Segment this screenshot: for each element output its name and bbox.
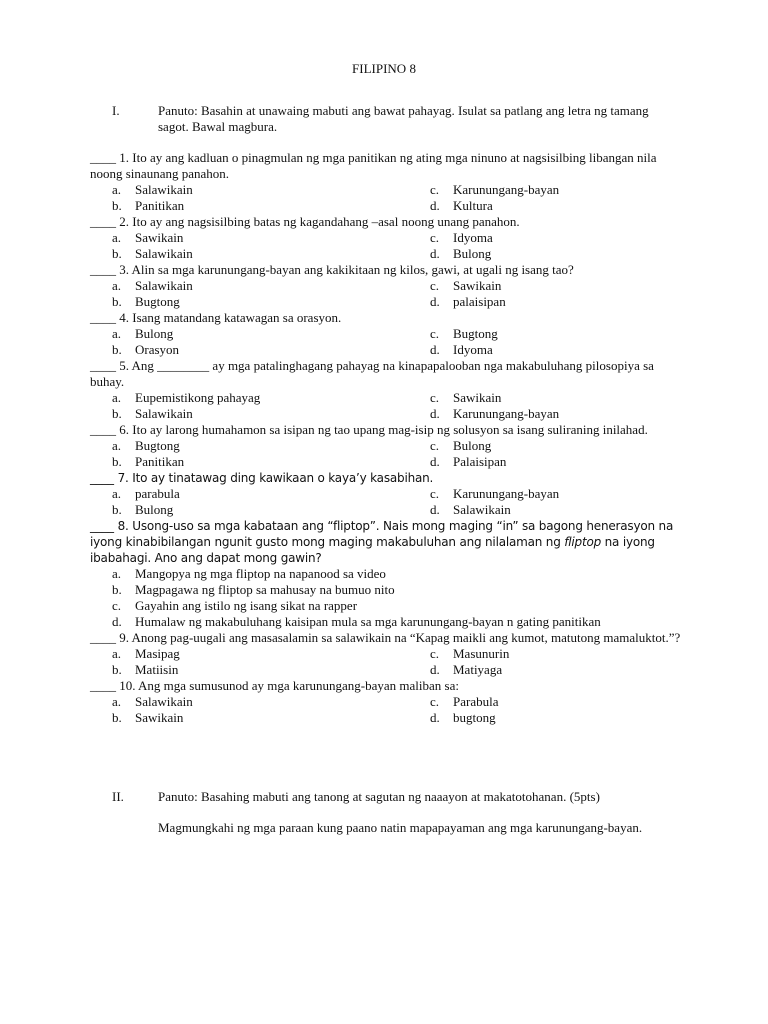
- choice-letter: d.: [430, 662, 440, 677]
- choice-letter: b.: [112, 294, 122, 309]
- choice-letter: c.: [430, 486, 440, 501]
- answer-blank[interactable]: ____: [90, 358, 116, 373]
- choice-item: [112, 710, 430, 726]
- question-prompt-part: na iyong ibabahagi. Ano ang dapat mong gawin?: [90, 535, 655, 565]
- choice-item: [430, 326, 690, 342]
- choice-text: Eupemistikong pahayag: [135, 390, 261, 405]
- question-text: [90, 470, 682, 486]
- choice-text: palaisipan: [453, 294, 506, 309]
- choice-text: Sawikain: [135, 710, 184, 725]
- question-text: [90, 422, 682, 438]
- answer-blank[interactable]: ____: [90, 630, 116, 645]
- question-text: [90, 678, 682, 694]
- choice-list: [112, 278, 682, 310]
- question-text: [90, 150, 682, 182]
- choice-list: [112, 486, 682, 518]
- choice-text: Orasyon: [135, 342, 180, 357]
- choice-text: Salawikain: [135, 278, 193, 293]
- answer-blank[interactable]: ____: [90, 214, 116, 229]
- question-list: [90, 150, 682, 726]
- part1-instruction: Panuto: Basahin at unawaing mabuti ang bawat pahayag. Isulat sa patlang ang letra ng tamang sagot. Bawal magbura.: [158, 103, 649, 134]
- choice-item: [430, 198, 690, 214]
- choice-letter: a.: [112, 486, 122, 501]
- choice-item: [112, 662, 430, 678]
- choice-list: [112, 390, 682, 422]
- choice-letter: a.: [112, 694, 122, 709]
- question-text: [90, 518, 682, 566]
- choice-letter: c.: [430, 694, 440, 709]
- choice-item: [430, 390, 690, 406]
- choice-text: Parabula: [453, 694, 499, 709]
- choice-text: Idyoma: [453, 342, 493, 357]
- choice-text: Bulong: [135, 326, 174, 341]
- question-prompt: 6. Ito ay larong humahamon sa isipan ng tao upang mag-isip ng solusyon sa isang suliraning inilahad.: [119, 422, 648, 437]
- question-item: [90, 630, 682, 678]
- choice-item: [112, 502, 430, 518]
- choice-item: [430, 406, 690, 422]
- choice-letter: c.: [430, 326, 440, 341]
- question-item: [90, 310, 682, 358]
- choice-item: [112, 582, 672, 598]
- choice-letter: a.: [112, 326, 122, 341]
- choice-text: Bugtong: [135, 438, 180, 453]
- choice-item: [430, 454, 690, 470]
- choice-text: Sawikain: [135, 230, 184, 245]
- question-item: [90, 262, 682, 310]
- question-item: [90, 470, 682, 518]
- question-item: [90, 518, 682, 630]
- choice-text: Panitikan: [135, 198, 185, 213]
- choice-letter: a.: [112, 646, 122, 661]
- choice-letter: c.: [430, 182, 440, 197]
- choice-list: [112, 230, 682, 262]
- choice-letter: b.: [112, 710, 122, 725]
- choice-letter: c.: [430, 230, 440, 245]
- choice-letter: a.: [112, 390, 122, 405]
- part1-header: [112, 103, 672, 135]
- choice-item: [430, 694, 690, 710]
- choice-text: Salawikain: [135, 182, 193, 197]
- choice-letter: c.: [430, 438, 440, 453]
- question-prompt: 1. Ito ay ang kadluan o pinagmulan ng mga panitikan ng ating mga ninuno at nagsisilbing libangan nila noong sinaunang panahon.: [90, 150, 657, 181]
- choice-letter: b.: [112, 582, 122, 597]
- choice-item: [430, 662, 690, 678]
- choice-text: Matiyaga: [453, 662, 503, 677]
- choice-letter: a.: [112, 566, 122, 581]
- choice-text: Salawikain: [135, 246, 193, 261]
- choice-item: [112, 438, 430, 454]
- choice-text: Kultura: [453, 198, 493, 213]
- choice-item: [430, 502, 690, 518]
- choice-text: Humalaw ng makabuluhang kaisipan mula sa mga karunungang-bayan n gating panitikan: [135, 614, 601, 629]
- choice-item: [112, 198, 430, 214]
- choice-text: Mangopya ng mga fliptop na napanood sa video: [135, 566, 386, 581]
- choice-letter: d.: [430, 246, 440, 261]
- answer-blank[interactable]: ____: [90, 262, 116, 277]
- choice-item: [112, 246, 430, 262]
- choice-item: [430, 438, 690, 454]
- choice-text: Salawikain: [453, 502, 511, 517]
- choice-letter: a.: [112, 230, 122, 245]
- question-prompt: 5. Ang ________ ay mga patalinghagang pahayag na kinapapalooban nga makabuluhang pilosopiya sa buhay.: [90, 358, 654, 389]
- choice-text: Karunungang-bayan: [453, 182, 560, 197]
- answer-blank[interactable]: ____: [90, 471, 114, 485]
- choice-item: [112, 694, 430, 710]
- question-prompt: 9. Anong pag-uugali ang masasalamin sa salawikain na “Kapag maikli ang kumot, matutong mamaluktot.”?: [119, 630, 681, 645]
- question-item: [90, 422, 682, 470]
- answer-blank[interactable]: ____: [90, 310, 116, 325]
- choice-letter: b.: [112, 246, 122, 261]
- choice-letter: d.: [430, 454, 440, 469]
- question-prompt-part: fliptop: [564, 535, 602, 549]
- choice-text: Idyoma: [453, 230, 493, 245]
- part1-numeral: I.: [112, 103, 120, 118]
- choice-item: [430, 342, 690, 358]
- choice-item: [112, 454, 430, 470]
- question-text: [90, 262, 682, 278]
- question-text: [90, 358, 682, 390]
- choice-text: Bugtong: [453, 326, 498, 341]
- choice-item: [430, 230, 690, 246]
- choice-letter: a.: [112, 278, 122, 293]
- choice-letter: a.: [112, 182, 122, 197]
- part2-task: Magmungkahi ng mga paraan kung paano natin mapapayaman ang mga karunungang-bayan.: [158, 820, 643, 835]
- choice-item: [112, 614, 672, 630]
- question-prompt: 2. Ito ay ang nagsisilbing batas ng kagandahang –asal noong unang panahon.: [119, 214, 520, 229]
- choice-text: Karunungang-bayan: [453, 486, 560, 501]
- choice-letter: d.: [430, 710, 440, 725]
- choice-letter: c.: [112, 598, 122, 613]
- question-item: [90, 678, 682, 726]
- choice-item: [112, 406, 430, 422]
- choice-text: Sawikain: [453, 390, 502, 405]
- choice-item: [430, 710, 690, 726]
- choice-text: Bulong: [453, 246, 492, 261]
- choice-text: Gayahin ang istilo ng isang sikat na rapper: [135, 598, 358, 613]
- question-text: [90, 214, 682, 230]
- choice-item: [112, 598, 672, 614]
- choice-text: Bugtong: [135, 294, 180, 309]
- choice-letter: d.: [112, 614, 122, 629]
- choice-letter: b.: [112, 454, 122, 469]
- question-text: [90, 310, 682, 326]
- choice-item: [112, 390, 430, 406]
- choice-text: Magpagawa ng fliptop sa mahusay na bumuo nito: [135, 582, 395, 597]
- choice-item: [112, 646, 430, 662]
- choice-text: Salawikain: [135, 406, 193, 421]
- answer-blank[interactable]: ____: [90, 422, 116, 437]
- choice-item: [112, 326, 430, 342]
- choice-letter: d.: [430, 198, 440, 213]
- question-item: [90, 214, 682, 262]
- part2-numeral: II.: [112, 789, 124, 804]
- choice-letter: b.: [112, 502, 122, 517]
- choice-list: [112, 566, 682, 630]
- choice-text: Masipag: [135, 646, 180, 661]
- choice-item: [430, 182, 690, 198]
- choice-letter: b.: [112, 342, 122, 357]
- choice-letter: d.: [430, 342, 440, 357]
- choice-text: Panitikan: [135, 454, 185, 469]
- choice-item: [430, 486, 690, 502]
- choice-item: [112, 342, 430, 358]
- choice-text: Karunungang-bayan: [453, 406, 560, 421]
- choice-list: [112, 326, 682, 358]
- choice-item: [112, 294, 430, 310]
- choice-text: parabula: [135, 486, 180, 501]
- choice-letter: b.: [112, 406, 122, 421]
- question-prompt-part: 8. Usong-uso sa mga kabataan ang “fliptop”. Nais mong maging “in” sa bagong henerasyon na iyong kinabibilangan ngunit gusto mong maging makabuluhan ang nilalaman ng: [90, 519, 674, 549]
- choice-item: [430, 246, 690, 262]
- choice-letter: c.: [430, 390, 440, 405]
- part2-header: [112, 789, 672, 805]
- choice-item: [112, 566, 672, 582]
- question-item: [90, 150, 682, 214]
- choice-letter: d.: [430, 406, 440, 421]
- question-item: [90, 358, 682, 422]
- choice-letter: a.: [112, 438, 122, 453]
- choice-list: [112, 438, 682, 470]
- page-title: FILIPINO 8: [352, 61, 416, 76]
- question-prompt: 7. Ito ay tinatawag ding kawikaan o kaya’y kasabihan.: [117, 471, 434, 485]
- answer-blank[interactable]: ____: [90, 519, 114, 533]
- choice-item: [112, 278, 430, 294]
- choice-list: [112, 694, 682, 726]
- choice-list: [112, 182, 682, 214]
- choice-letter: b.: [112, 198, 122, 213]
- question-prompt: 10. Ang mga sumusunod ay mga karunungang-bayan maliban sa:: [119, 678, 459, 693]
- choice-letter: b.: [112, 662, 122, 677]
- choice-item: [430, 278, 690, 294]
- question-prompt: 3. Alin sa mga karunungang-bayan ang kakikitaan ng kilos, gawi, at ugali ng isang tao?: [119, 262, 574, 277]
- choice-text: Bulong: [453, 438, 492, 453]
- choice-item: [112, 230, 430, 246]
- answer-blank[interactable]: ____: [90, 150, 116, 165]
- choice-text: Bulong: [135, 502, 174, 517]
- question-text: [90, 630, 682, 646]
- choice-text: Sawikain: [453, 278, 502, 293]
- choice-item: [112, 182, 430, 198]
- choice-item: [430, 294, 690, 310]
- choice-text: Salawikain: [135, 694, 193, 709]
- choice-letter: d.: [430, 502, 440, 517]
- choice-text: Matiisin: [135, 662, 179, 677]
- choice-letter: c.: [430, 646, 440, 661]
- choice-letter: c.: [430, 278, 440, 293]
- choice-text: Palaisipan: [453, 454, 507, 469]
- choice-item: [112, 486, 430, 502]
- choice-text: Masunurin: [453, 646, 510, 661]
- choice-letter: d.: [430, 294, 440, 309]
- choice-item: [430, 646, 690, 662]
- part2-instruction: Panuto: Basahing mabuti ang tanong at sagutan ng naaayon at makatotohanan. (5pts): [158, 789, 600, 804]
- choice-text: bugtong: [453, 710, 496, 725]
- question-prompt: 4. Isang matandang katawagan sa orasyon.: [119, 310, 342, 325]
- answer-blank[interactable]: ____: [90, 678, 116, 693]
- choice-list: [112, 646, 682, 678]
